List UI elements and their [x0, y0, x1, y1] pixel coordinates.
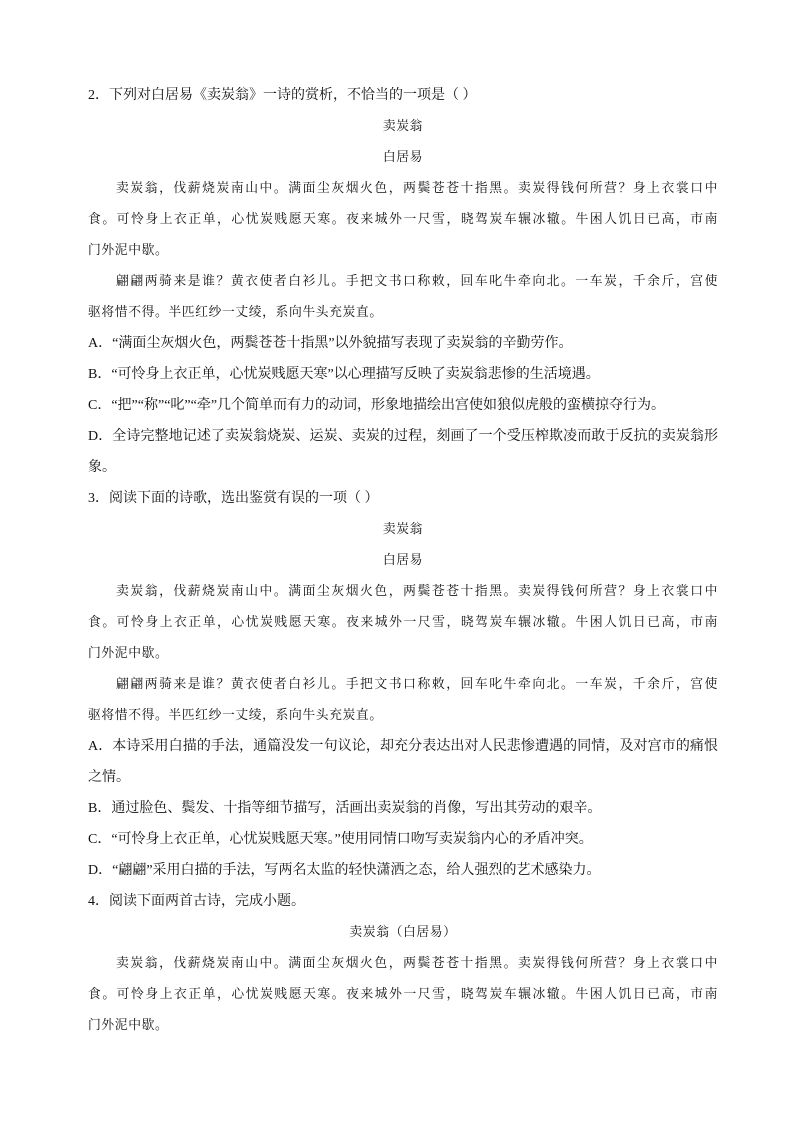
- question-2-poem-line: 驱将惜不得。半匹红纱一丈绫，系向牛头充炭直。: [88, 305, 383, 320]
- document-page: [88, 80, 718, 1041]
- question-2-poem-line: 门外泥中歇。: [88, 243, 169, 258]
- question-3-option-d: D．“翩翩”采用白描的手法，写两名太监的轻快潇洒之态，给人强烈的艺术感染力。: [88, 863, 601, 878]
- question-3-poem-line: 卖炭翁，伐薪烧炭南山中。满面尘灰烟火色，两鬓苍苍十指黑。卖炭得钱何所营？身上衣裳口中: [116, 584, 718, 599]
- question-3-poem-line: 食。可怜身上衣正单，心忧炭贱愿天寒。夜来城外一尺雪，晓驾炭车辗冰辙。牛困人饥日已高，市南: [88, 615, 718, 630]
- question-3-option-a-continued: 之情。: [88, 770, 130, 785]
- question-2-poem-title: 卖炭翁: [382, 119, 424, 134]
- question-4-poem-heading: 卖炭翁（白居易）: [349, 925, 457, 940]
- question-3-stem: 3．阅读下面的诗歌，选出鉴赏有误的一项（ ）: [88, 491, 379, 506]
- question-4-poem-line: 食。可怜身上衣正单，心忧炭贱愿天寒。夜来城外一尺雪，晓驾炭车辗冰辙。牛困人饥日已高，市南: [88, 987, 718, 1002]
- question-2-poem-line: 卖炭翁，伐薪烧炭南山中。满面尘灰烟火色，两鬓苍苍十指黑。卖炭得钱何所营？身上衣裳口中: [116, 181, 718, 196]
- question-3-poem-author: 白居易: [382, 553, 424, 568]
- question-2-poem-line: 翩翩两骑来是谁？黄衣使者白衫儿。手把文书口称敕，回车叱牛牵向北。一车炭，千余斤，宫使: [116, 274, 718, 289]
- question-3-poem-line: 翩翩两骑来是谁？黄衣使者白衫儿。手把文书口称敕，回车叱牛牵向北。一车炭，千余斤，宫使: [116, 677, 718, 692]
- question-2-poem-line: 食。可怜身上衣正单，心忧炭贱愿天寒。夜来城外一尺雪，晓驾炭车辗冰辙。牛困人饥日已高，市南: [88, 212, 718, 227]
- question-3-poem-line: 门外泥中歇。: [88, 646, 169, 661]
- question-3-option-b: B．通过脸色、鬓发、十指等细节描写，活画出卖炭翁的肖像，写出其劳动的艰辛。: [88, 801, 602, 816]
- question-3-poem-title: 卖炭翁: [382, 522, 424, 537]
- question-2-option-b: B．“可怜身上衣正单，心忧炭贱愿天寒”以心理描写反映了卖炭翁悲惨的生活境遇。: [88, 367, 600, 382]
- question-4-poem-line: 卖炭翁，伐薪烧炭南山中。满面尘灰烟火色，两鬓苍苍十指黑。卖炭得钱何所营？身上衣裳口中: [116, 956, 718, 971]
- question-2-option-c: C．“把”“称”“叱”“牵”几个简单而有力的动词，形象地描绘出宫使如狼似虎般的蛮横掠夺行为。: [88, 398, 666, 413]
- question-3-poem-line: 驱将惜不得。半匹红纱一丈绫，系向牛头充炭直。: [88, 708, 383, 723]
- question-2-stem: 2．下列对白居易《卖炭翁》一诗的赏析，不恰当的一项是（ ）: [88, 88, 477, 103]
- question-3-option-a: A．本诗采用白描的手法，通篇没发一句议论，却充分表达出对人民悲惨遭遇的同情，及对宫市的痛恨: [88, 739, 718, 754]
- question-3-option-c: C．“可怜身上衣正单，心忧炭贱愿天寒。”使用同情口吻写卖炭翁内心的矛盾冲突。: [88, 832, 593, 847]
- question-2-option-d: D．全诗完整地记述了卖炭翁烧炭、运炭、卖炭的过程，刻画了一个受压榨欺凌而敢于反抗的卖炭翁形: [88, 429, 718, 444]
- question-4-stem: 4．阅读下面两首古诗，完成小题。: [88, 894, 305, 909]
- question-2-poem-author: 白居易: [382, 150, 424, 165]
- question-4-poem-line: 门外泥中歇。: [88, 1018, 169, 1033]
- question-2-option-d-continued: 象。: [88, 460, 116, 475]
- question-2-option-a: A．“满面尘灰烟火色，两鬓苍苍十指黑”以外貌描写表现了卖炭翁的辛勤劳作。: [88, 336, 573, 351]
